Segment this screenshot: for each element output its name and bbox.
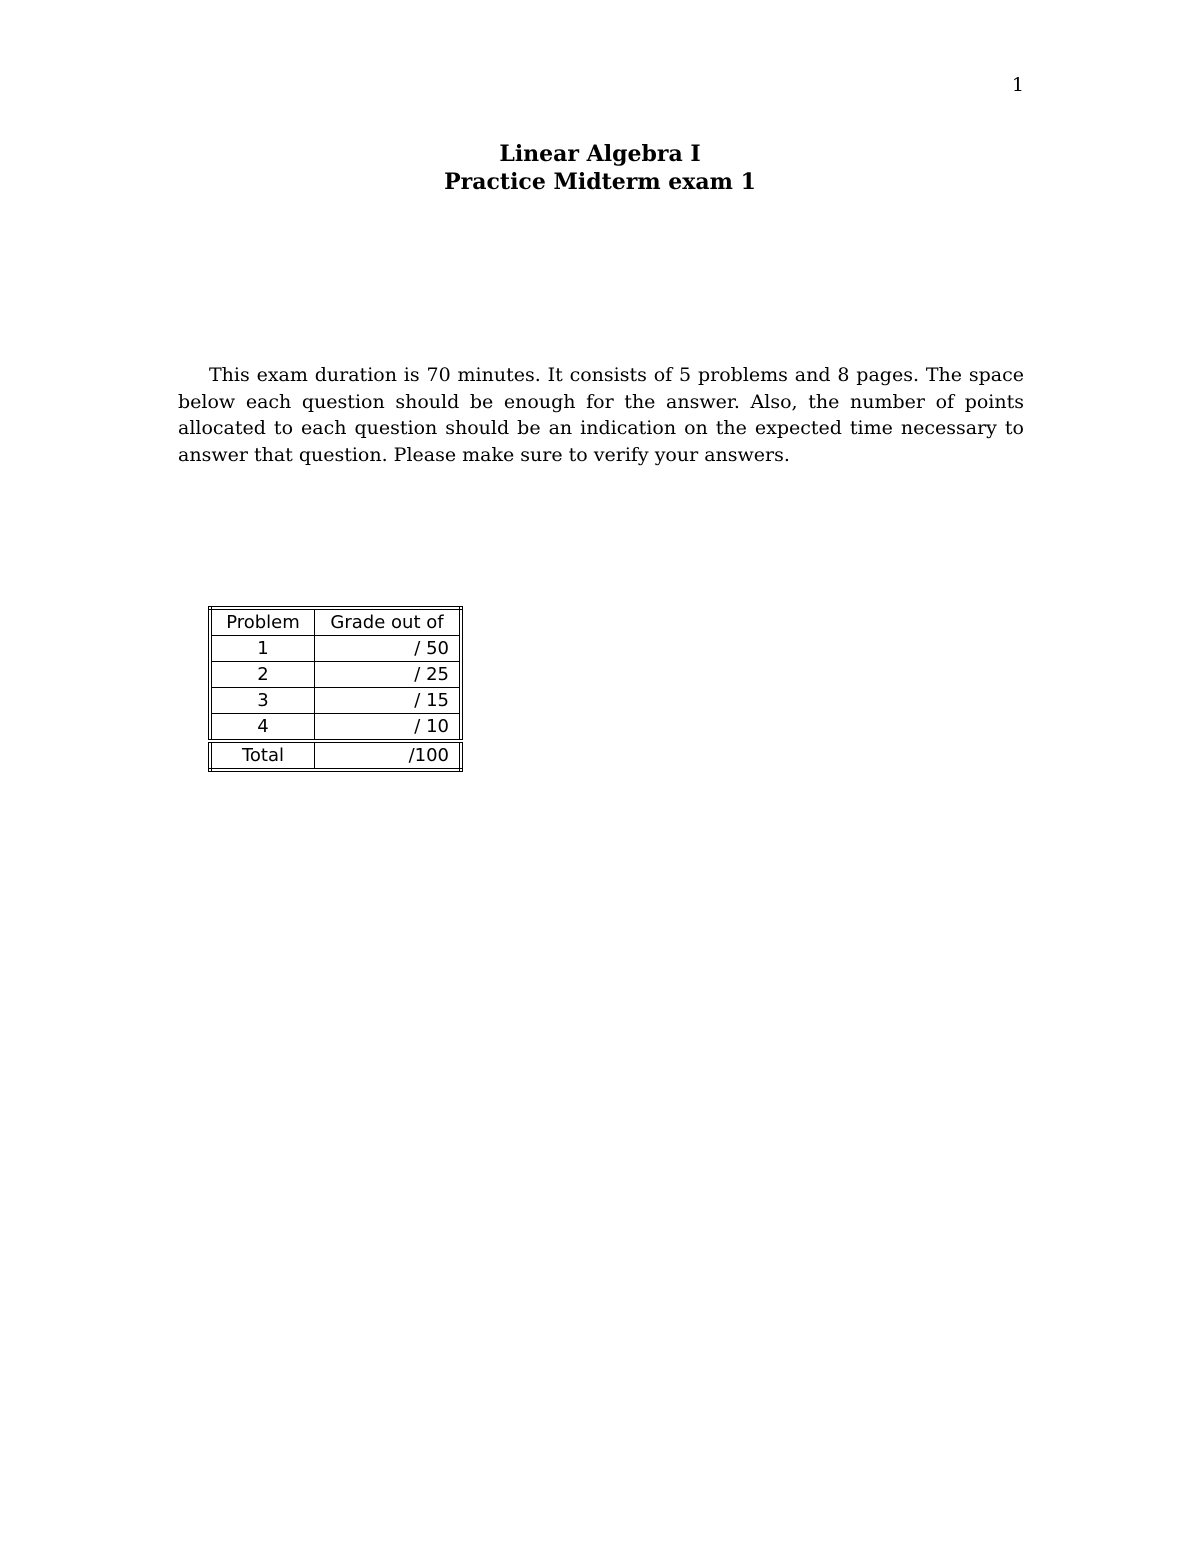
table-row — [210, 688, 461, 714]
table-header-row — [210, 608, 461, 636]
problem-number: 3 — [210, 688, 315, 714]
grade-table — [208, 606, 463, 772]
problem-number: 4 — [210, 714, 315, 742]
exam-instructions: This exam duration is 70 minutes. It consists of 5 problems and 8 pages. The space below each question should be enough for the answer. Also, the number of points allocated to each question should be an indication on the expected time necessary to answer that question. Please make sure to verify your answers. — [178, 364, 1024, 466]
table-row — [210, 636, 461, 662]
problem-number: 1 — [210, 636, 315, 662]
total-label: Total — [210, 741, 315, 770]
grade-cell: / 10 — [315, 714, 462, 742]
exam-subtitle: Practice Midterm exam 1 — [444, 169, 756, 195]
table-row — [210, 662, 461, 688]
exam-title — [0, 140, 1200, 196]
table-total-row — [210, 741, 461, 770]
grade-cell: / 25 — [315, 662, 462, 688]
table-row — [210, 714, 461, 742]
grade-cell: / 50 — [315, 636, 462, 662]
course-title: Linear Algebra I — [499, 141, 701, 167]
grade-cell: / 15 — [315, 688, 462, 714]
header-grade-out-of: Grade out of — [315, 608, 462, 636]
header-problem: Problem — [210, 608, 315, 636]
page-number: 1 — [1011, 74, 1024, 96]
problem-number: 2 — [210, 662, 315, 688]
total-grade: /100 — [315, 741, 462, 770]
